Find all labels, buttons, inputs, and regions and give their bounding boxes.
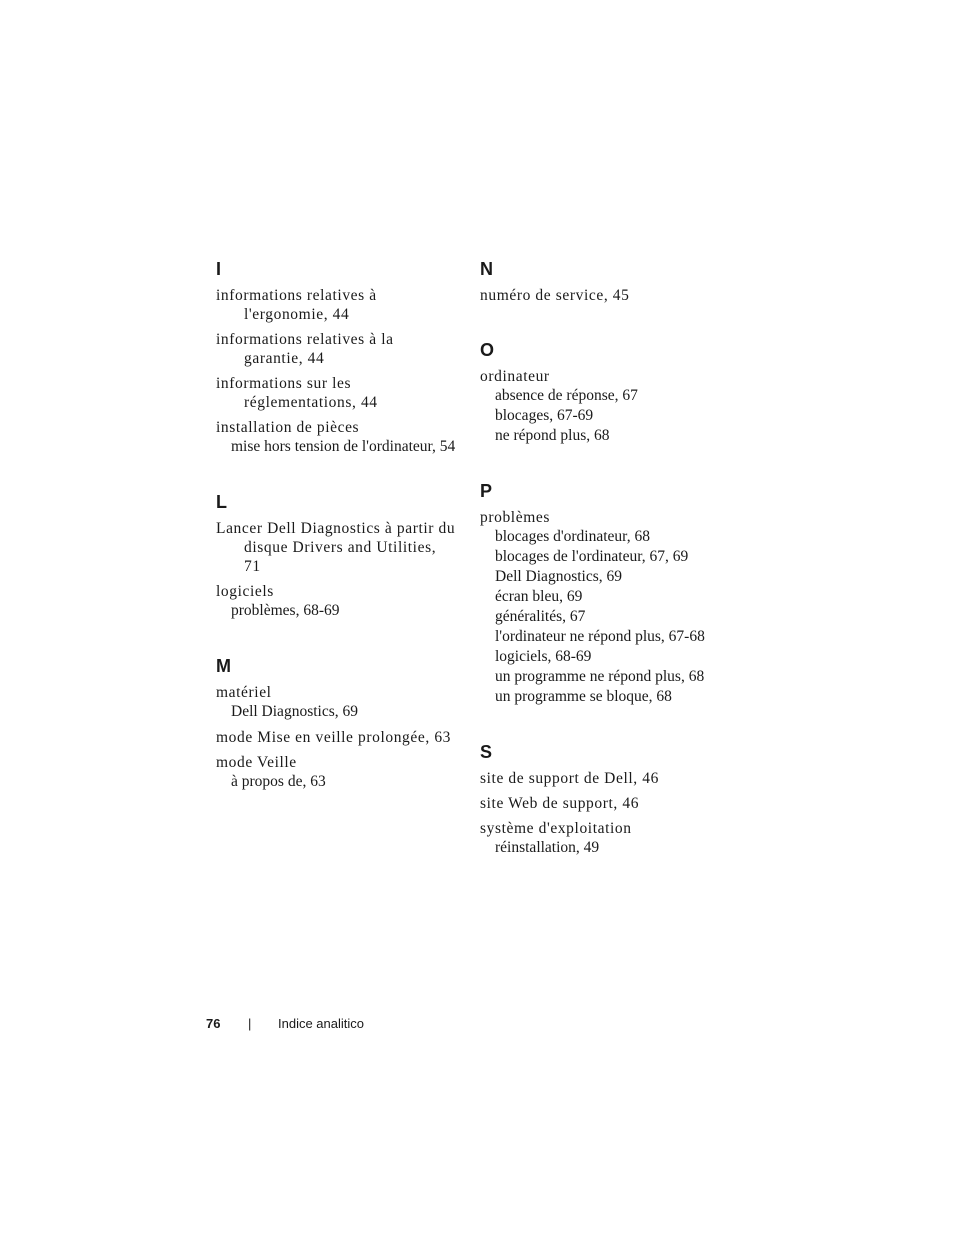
index-term: Lancer Dell Diagnostics à partir du disque Drivers and Utilities, 71 xyxy=(216,520,456,575)
index-section-l xyxy=(216,491,456,621)
index-subentry: un programme ne répond plus, 68 xyxy=(495,668,705,685)
index-section-m xyxy=(216,655,456,792)
index-entry xyxy=(216,418,456,457)
index-subentry: mise hors tension de l'ordinateur, 54 xyxy=(231,438,456,455)
index-section-o xyxy=(480,339,730,446)
index-subentry: l'ordinateur ne répond plus, 67-68 xyxy=(495,628,705,645)
index-entry xyxy=(216,683,456,722)
index-entry xyxy=(216,374,456,412)
section-letter: L xyxy=(216,492,227,512)
index-subentry: absence de réponse, 67 xyxy=(495,387,638,404)
index-subentry: réinstallation, 49 xyxy=(495,839,600,856)
index-subentry: blocages, 67-69 xyxy=(495,407,594,424)
index-term: logiciels xyxy=(216,583,274,600)
index-subentry: à propos de, 63 xyxy=(231,773,326,790)
index-term: site de support de Dell, 46 xyxy=(480,770,659,787)
index-term: site Web de support, 46 xyxy=(480,795,640,812)
index-term: ordinateur xyxy=(480,368,550,385)
index-term: informations sur les réglementations, 44 xyxy=(216,375,378,411)
index-entry xyxy=(480,508,730,707)
section-letter: N xyxy=(480,259,493,279)
section-letter: S xyxy=(480,742,493,762)
index-term: problèmes xyxy=(480,509,550,526)
index-term: informations relatives à l'ergonomie, 44 xyxy=(216,287,377,323)
index-subentry: un programme se bloque, 68 xyxy=(495,688,672,705)
index-term: mode Mise en veille prolongée, 63 xyxy=(216,729,452,746)
index-subentry: Dell Diagnostics, 69 xyxy=(231,703,358,720)
index-entry xyxy=(216,286,456,324)
index-column-left xyxy=(216,258,456,798)
index-term: matériel xyxy=(216,684,272,701)
index-term: mode Veille xyxy=(216,754,297,771)
index-subentry: généralités, 67 xyxy=(495,608,586,625)
index-subentry: ne répond plus, 68 xyxy=(495,427,610,444)
index-entry xyxy=(216,753,456,792)
index-subentry: blocages d'ordinateur, 68 xyxy=(495,528,650,545)
index-entry xyxy=(216,330,456,368)
index-entry xyxy=(480,819,730,858)
index-section-i xyxy=(216,258,456,457)
index-subentry: Dell Diagnostics, 69 xyxy=(495,568,622,585)
index-term: informations relatives à la garantie, 44 xyxy=(216,331,394,367)
index-section-p xyxy=(480,480,730,707)
index-subentry: écran bleu, 69 xyxy=(495,588,583,605)
index-column-right xyxy=(480,258,730,864)
index-section-n xyxy=(480,258,730,305)
index-entry xyxy=(216,519,456,576)
index-term: système d'exploitation xyxy=(480,820,632,837)
index-entry xyxy=(216,728,456,747)
section-letter: I xyxy=(216,259,222,279)
section-letter: P xyxy=(480,481,493,501)
index-entry xyxy=(480,367,730,446)
index-subentry: problèmes, 68-69 xyxy=(231,602,340,619)
index-term: installation de pièces xyxy=(216,419,360,436)
index-entry xyxy=(216,582,456,621)
index-entry xyxy=(480,769,730,788)
section-letter: O xyxy=(480,340,495,360)
footer-separator: | xyxy=(248,1016,252,1031)
footer-title: Indice analitico xyxy=(278,1016,364,1031)
index-section-s xyxy=(480,741,730,858)
section-letter: M xyxy=(216,656,231,676)
index-term: numéro de service, 45 xyxy=(480,287,630,304)
page-number: 76 xyxy=(206,1016,221,1031)
index-subentry: blocages de l'ordinateur, 67, 69 xyxy=(495,548,689,565)
index-subentry: logiciels, 68-69 xyxy=(495,648,592,665)
index-entry xyxy=(480,286,730,305)
index-entry xyxy=(480,794,730,813)
